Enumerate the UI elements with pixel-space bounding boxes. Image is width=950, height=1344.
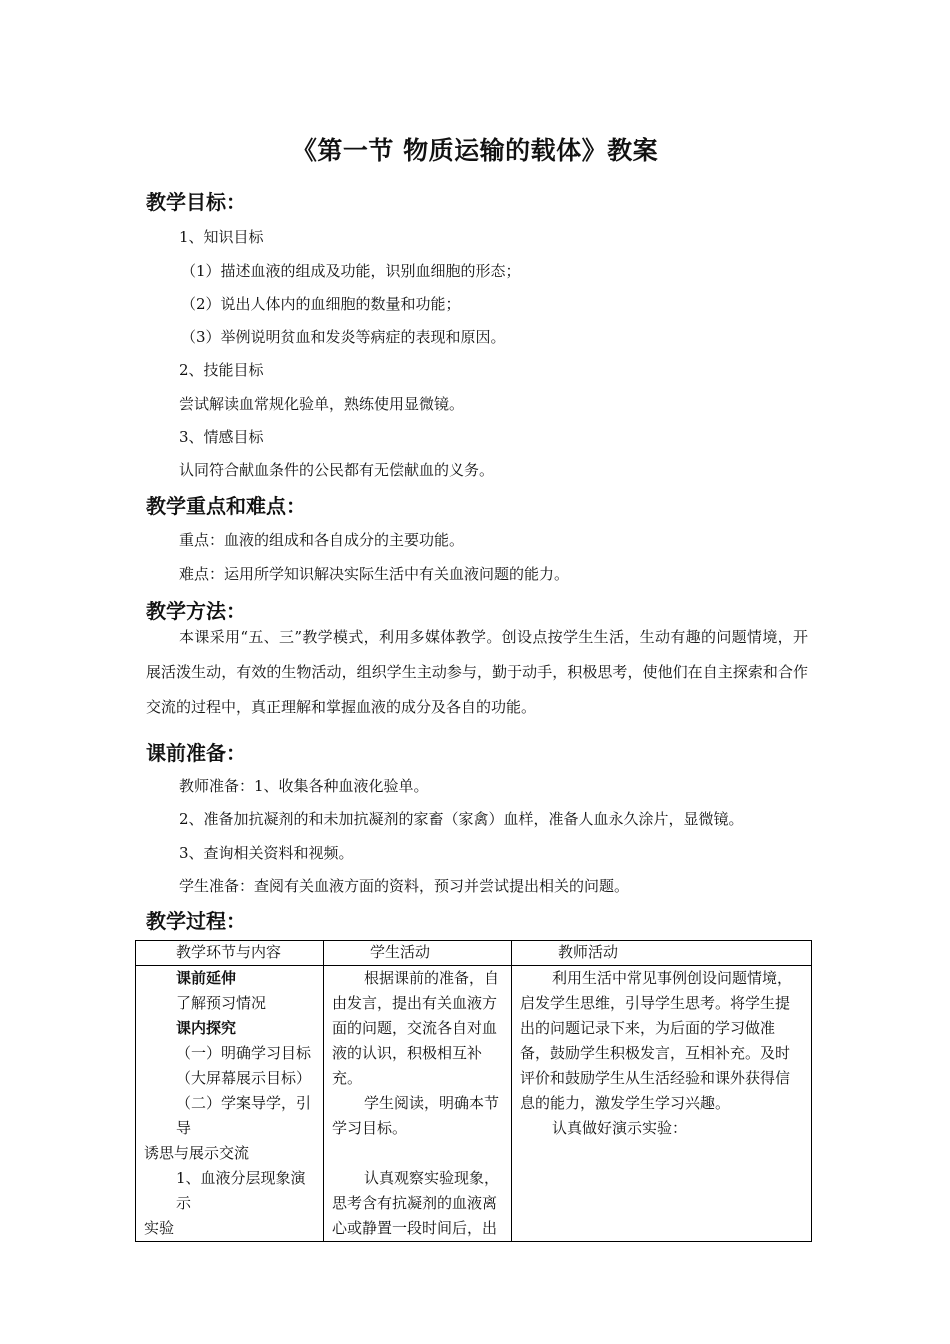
teacher-prep-2: 2、准备加抗凝剂的和未加抗凝剂的家畜（家禽）血样，准备人血永久涂片，显微镜。 xyxy=(179,810,744,828)
teacher-activity-cell xyxy=(512,966,812,1242)
student-activity-text: 学生阅读，明确本节学习目标。 xyxy=(332,1094,500,1137)
method-paragraph: 本课采用“五、三”教学模式，利用多媒体教学。创设点按学生生活，生动有趣的问题情境，开展活泼生动，有效的生物活动，组织学生主动参与，勤于动手，积极思考，使他们在自主探索和合作交流的过程中，真正理解和掌握血液的成分及各自的功能。 xyxy=(146,628,808,716)
stage-line: 了解预习情况 xyxy=(176,994,267,1012)
key-point-text: 重点：血液的组成和各自成分的主要功能。 xyxy=(179,531,465,549)
skill-goal-text: 尝试解读血常规化验单，熟练使用显微镜。 xyxy=(179,395,465,413)
student-activity-cell xyxy=(324,966,512,1242)
stage-line: 诱思与展示交流 xyxy=(144,1144,250,1162)
page-title: 《第一节 物质运输的载体》教案 xyxy=(291,136,659,165)
stage-line: 1、血液分层现象演示 xyxy=(176,1169,306,1212)
stage-content-cell xyxy=(136,966,324,1242)
teacher-prep-1: 教师准备：1、收集各种血液化验单。 xyxy=(179,777,429,795)
stage-line: 课内探究 xyxy=(176,1019,237,1037)
student-activity-text: 认真观察实验现象，思考含有抗凝剂的血液离心或静置一段时间后，出 xyxy=(332,1169,500,1237)
stage-line: （二）学案导学，引导 xyxy=(176,1094,312,1137)
stage-line: 实验 xyxy=(144,1219,175,1237)
skill-goal-label: 2、技能目标 xyxy=(179,361,264,379)
table-header-row xyxy=(136,941,812,966)
table-header-cell: 教学环节与内容 xyxy=(136,941,324,966)
table-row xyxy=(136,966,812,1242)
stage-line: （大屏幕展示目标） xyxy=(176,1069,312,1087)
method-heading: 教学方法： xyxy=(146,599,246,623)
emotion-goal-label: 3、情感目标 xyxy=(179,428,264,446)
stage-line: 课前延伸 xyxy=(176,969,237,987)
knowledge-item-3: （3）举例说明贫血和发炎等病症的表现和原因。 xyxy=(181,328,506,346)
process-table xyxy=(135,940,812,1242)
teacher-activity-text: 认真做好演示实验： xyxy=(552,1119,688,1137)
knowledge-goal-label: 1、知识目标 xyxy=(179,228,264,246)
stage-line: （一）明确学习目标 xyxy=(176,1044,312,1062)
student-prep: 学生准备：查阅有关血液方面的资料，预习并尝试提出相关的问题。 xyxy=(179,877,630,895)
preparation-heading: 课前准备： xyxy=(146,741,246,765)
table-header-cell: 教师活动 xyxy=(512,941,812,966)
student-activity-text: 根据课前的准备，自由发言，提出有关血液方面的问题，交流各自对血液的认识，积极相互补充。 xyxy=(332,969,500,1087)
table-header-cell: 学生活动 xyxy=(324,941,512,966)
objectives-heading: 教学目标： xyxy=(146,190,246,214)
knowledge-item-1: （1）描述血液的组成及功能，识别血细胞的形态； xyxy=(181,262,521,280)
teacher-activity-text: 利用生活中常见事例创设问题情境，启发学生思维，引导学生思考。将学生提出的问题记录下来，为后面的学习做准备，鼓励学生积极发言，互相补充。及时评价和鼓励学生从生活经验和课外获得信息的能力，激发学生学习兴趣。 xyxy=(520,969,793,1112)
key-points-heading: 教学重点和难点： xyxy=(146,494,306,518)
knowledge-item-2: （2）说出人体内的血细胞的数量和功能； xyxy=(181,295,461,313)
difficult-point-text: 难点：运用所学知识解决实际生活中有关血液问题的能力。 xyxy=(179,565,570,583)
emotion-goal-text: 认同符合献血条件的公民都有无偿献血的义务。 xyxy=(179,461,495,479)
process-heading: 教学过程： xyxy=(146,909,246,933)
teacher-prep-3: 3、查询相关资料和视频。 xyxy=(179,844,354,862)
